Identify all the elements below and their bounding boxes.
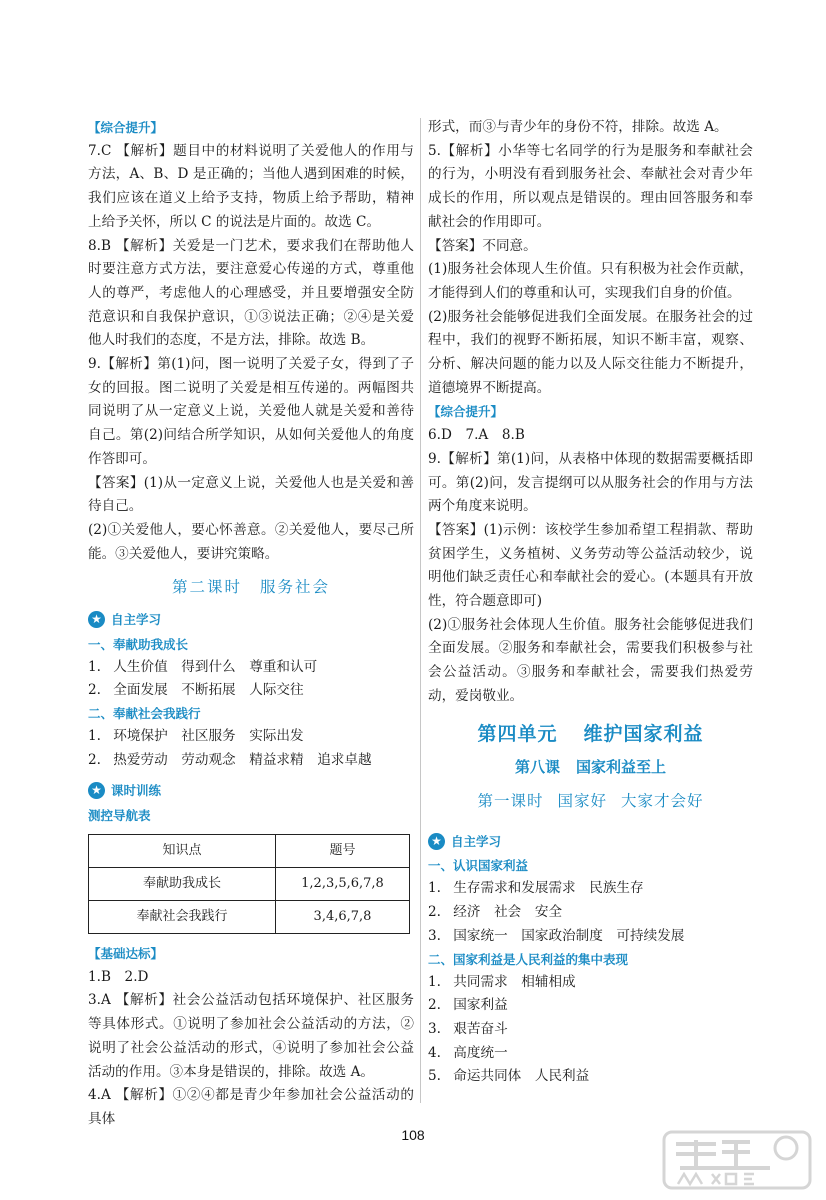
star-circle-icon: ★	[88, 611, 105, 628]
unit-title-part2: 维护国家利益	[583, 722, 704, 745]
right-column	[428, 116, 753, 1089]
lesson-title-part3: 大家才会好	[621, 791, 704, 810]
unit-title	[428, 723, 753, 747]
table-cell: 奉献助我成长	[89, 867, 276, 900]
star-circle-icon: ★	[88, 782, 105, 799]
chapter-title-part2: 国家利益至上	[576, 758, 667, 777]
answer-9-key-2: (2)①关爱他人，要心怀善意。②关爱他人，要尽己所能。③关爱他人，要讲究策略。	[88, 521, 414, 562]
list-item: 4. 高度统一	[428, 1044, 508, 1061]
section-heading-self-study	[88, 608, 414, 632]
subheading-2: 二、奉献社会我践行	[88, 706, 201, 722]
answer-3: 3.A 【解析】社会公益活动包括环境保护、社区服务等具体形式。①说明了参加社会公益活动的方法，②说明了社会公益活动的形式，④说明了参加社会公益活动的作用。③本身是错误的，排除。故选 A。	[88, 992, 414, 1080]
list-item: 2. 热爱劳动 劳动观念 精益求精 追求卓越	[88, 751, 372, 768]
table-cell: 1,2,3,5,6,7,8	[276, 867, 410, 900]
subheading-2: 二、国家利益是人民利益的集中表现	[428, 951, 629, 967]
list-item: 1. 生存需求和发展需求 民族生存	[428, 880, 644, 897]
answer-6-8: 6.D 7.A 8.B	[428, 427, 525, 444]
section-heading-label: 自主学习	[451, 833, 502, 849]
list-item: 3. 艰苦奋斗	[428, 1020, 508, 1037]
answer-9-key-1: 【答案】(1)示例：该校学生参加希望工程捐款、帮助贫困学生，义务植树、义务劳动等公益活动较少，说明他们缺乏责任心和奉献社会的爱心。(本题具有开放性，符合题意即可)	[428, 521, 753, 610]
answer-9-analysis: 9.【解析】第(1)问，从表格中体现的数据需要概括即可。第(2)问，发言提纲可以从服务社会的作用与方法两个角度来说明。	[428, 450, 753, 515]
table-title: 测控导航表	[88, 808, 151, 824]
table-header-cell: 题号	[276, 834, 410, 867]
table-header-row	[89, 834, 410, 867]
answer-5-key: 【答案】不同意。	[428, 237, 537, 254]
table-cell: 3,4,6,7,8	[276, 900, 410, 933]
answer-9-analysis: 9.【解析】第(1)问，图一说明了关爱子女，得到了子女的回报。图二说明了关爱是相互传递的。两幅图共同说明了从一定意义上说，关爱他人就是关爱和善待自己。第(2)问结合所学知识，从如何关爱他人的角度作答即可。	[88, 356, 414, 467]
answer-8: 8.B 【解析】关爱是一门艺术，要求我们在帮助他人时要注意方式方法，要注意爱心传递的方式，尊重他人的尊严，考虑他人的心理感受，并且要增强安全防范意识和自我保护意识，①③说法正确；②④是关爱他人时我们的态度，不是方法，排除。故选 B。	[88, 237, 414, 349]
list-item: 1. 环境保护 社区服务 实际出发	[88, 728, 304, 745]
watermark-logo	[662, 1128, 812, 1192]
section-heading-label: 自主学习	[111, 612, 162, 628]
list-item: 2. 全面发展 不断拓展 人际交往	[88, 682, 304, 699]
list-item: 1. 共同需求 相辅相成	[428, 973, 576, 990]
section-heading-lesson-training	[88, 779, 414, 803]
answer-9-key-1: 【答案】(1)从一定意义上说，关爱他人也是关爱和善待自己。	[88, 474, 414, 515]
list-item: 2. 国家利益	[428, 997, 508, 1014]
table-row	[89, 900, 410, 933]
list-item: 3. 国家统一 国家政治制度 可持续发展	[428, 927, 685, 944]
table-row	[89, 867, 410, 900]
list-item: 2. 经济 社会 安全	[428, 904, 563, 921]
answer-1-2: 1.B 2.D	[88, 968, 149, 985]
chapter-title	[428, 756, 753, 780]
navigation-table	[88, 834, 410, 934]
left-column	[88, 116, 414, 1132]
section-heading-self-study	[428, 830, 753, 854]
lesson-title-part1: 第一课时	[477, 791, 544, 810]
section-tag-basic: 【基础达标】	[88, 945, 164, 961]
page-number: 108	[401, 1127, 425, 1143]
column-divider	[420, 118, 421, 1103]
answer-5-analysis: 5.【解析】小华等七名同学的行为是服务和奉献社会的行为，小明没有看到服务社会、奉献社会对青少年成长的作用，所以观点是错误的。理由回答服务和奉献社会的作用即可。	[428, 142, 753, 230]
section-heading-label: 课时训练	[111, 782, 162, 798]
answer-5-point-2: (2)服务社会能够促进我们全面发展。在服务社会的过程中，我们的视野不断拓展，知识不断丰富，观察、分析、解决问题的能力以及人际交往能力不断提升，道德境界不断提高。	[428, 308, 753, 396]
section-tag-comprehensive: 【综合提升】	[428, 404, 504, 420]
lesson-title	[88, 576, 414, 600]
table-cell: 奉献社会我践行	[89, 900, 276, 933]
lesson-title-part2: 服务社会	[260, 578, 331, 597]
answer-4-continued: 形式，而③与青少年的身份不符，排除。故选 A。	[428, 119, 728, 135]
star-circle-icon: ★	[428, 833, 445, 850]
list-item: 1. 人生价值 得到什么 尊重和认可	[88, 658, 318, 675]
lesson-title-part1: 第二课时	[171, 578, 242, 597]
lesson-title-part2: 国家好	[557, 791, 607, 810]
chapter-title-part1: 第八课	[514, 758, 560, 777]
unit-title-part1: 第四单元	[477, 722, 558, 745]
subheading-1: 一、认识国家利益	[428, 858, 529, 874]
table-header-cell: 知识点	[89, 834, 276, 867]
section-tag-comprehensive: 【综合提升】	[88, 120, 164, 135]
lesson-title	[428, 790, 753, 814]
subheading-1: 一、奉献助我成长	[88, 636, 189, 652]
answer-5-point-1: (1)服务社会体现人生价值。只有积极为社会作贡献，才能得到人们的尊重和认可，实现我们自身的价值。	[428, 261, 753, 301]
answer-7: 7.C 【解析】题目中的材料说明了关爱他人的作用与方法，A、B、D 是正确的；当他人遇到困难的时候，我们应该在道义上给予支持，物质上给予帮助，精神上给予关怀，所以 C 的说法是片面的。故选 C。	[88, 142, 414, 230]
answer-9-key-2: (2)①服务社会体现人生价值。服务社会能够促进我们全面发展。②服务和奉献社会，需要我们积极参与社会公益活动。③服务和奉献社会，需要我们热爱劳动，爱岗敬业。	[428, 616, 753, 704]
list-item: 5. 命运共同体 人民利益	[428, 1068, 590, 1085]
answer-4-start: 4.A 【解析】①②④都是青少年参加社会公益活动的具体	[88, 1087, 414, 1127]
